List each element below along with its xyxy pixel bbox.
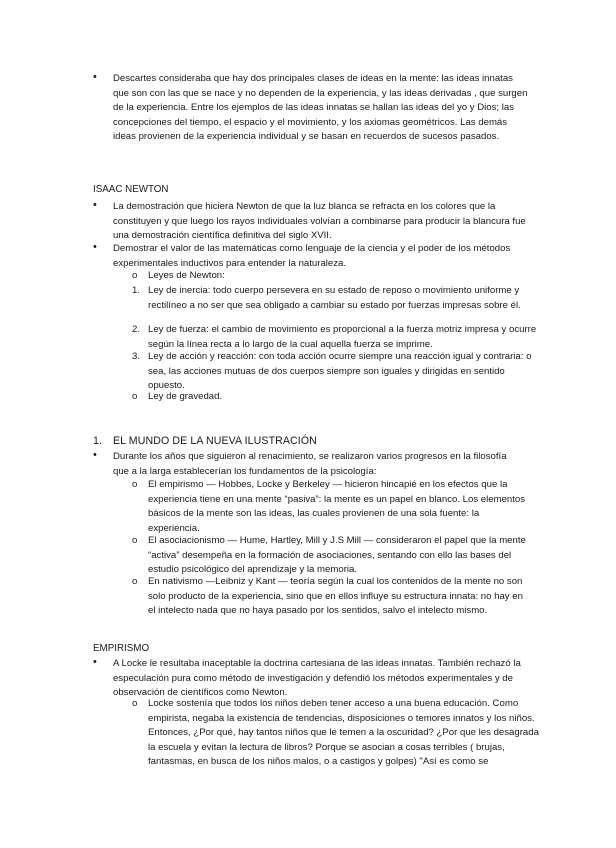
newton-law-3: Ley de acción y reacción: con toda acción ocurre siempre una reacción igual y contraria: o sea, las acciones mutuas de dos cuerpos siempre son iguales y dirigidas en sentido opuesto. xyxy=(148,351,532,392)
newton-heading: ISAAC NEWTON xyxy=(93,184,169,195)
bullet-icon: • xyxy=(93,241,97,253)
list-number: 3. xyxy=(132,351,141,362)
bullet-icon: • xyxy=(93,656,97,668)
sub-bullet-icon: o xyxy=(132,479,138,490)
ilustracion-bullet-1: Durante los años que siguieron al renacimiento, se realizaron varios progresos en la filosofía que a la larga establecerían los fundamentos de la psicología: xyxy=(113,451,507,477)
empirismo-bullet-1: A Locke le resultaba inaceptable la doctrina cartesiana de las ideas innatas. También rechazó la especulación pura como método de investigación y defendió los métodos experimentales y de observación de científicos como Newton. xyxy=(113,658,521,699)
sub-bullet-icon: o xyxy=(132,698,138,709)
asociacionismo-item: El asociacionismo — Hume, Hartley, Mill y J.S Mill — consideraron el papel que la mente “activa” desempeña en la formación de asociaciones, sentando con ello las bases del estudio psicológico del aprendizaje y la memoria. xyxy=(148,535,526,576)
newton-bullet-2: Demostrar el valor de las matemáticas como lenguaje de la ciencia y el poder de los métodos experimentales inductivos para entender la naturaleza. xyxy=(113,243,511,269)
section-number: 1. xyxy=(93,435,103,447)
sub-bullet-icon: o xyxy=(132,391,138,402)
bullet-icon: • xyxy=(93,199,97,211)
empirismo-item: El empirismo — Hobbes, Locke y Berkeley — hicieron hincapié en los efectos que la experiencia tiene en una mente “pasiva”: la mente es un papel en blanco. Los elementos básicos de la mente son las ideas, las cuales provienen de una sola fuente: la experiencia. xyxy=(148,479,526,534)
bullet-icon: • xyxy=(93,71,97,83)
newton-law-2: Ley de fuerza: el cambio de movimiento es proporcional a la fuerza motriz impresa y ocurre según la línea recta a lo largo de la cual aquella fuerza se imprime. xyxy=(148,324,537,350)
sub-bullet-icon: o xyxy=(132,576,138,587)
nativismo-item: En nativismo —Leibniz y Kant — teoría según la cual los contenidos de la mente no son solo producto de la experiencia, sino que en ellos influye su estructura innata: no hay en el intelecto nada que no haya pasado por los sentidos, salvo el intelecto mismo. xyxy=(148,576,523,617)
sub-bullet-icon: o xyxy=(132,535,138,546)
sub-bullet-icon: o xyxy=(132,270,138,281)
empirismo-heading: EMPIRISMO xyxy=(93,643,150,654)
descartes-paragraph: Descartes consideraba que hay dos principales clases de ideas en la mente: las ideas innatas que son con las que se nace y no dependen de la experiencia, y las ideas derivadas , que surgen de la experiencia. Entre los ejemplos de las ideas innatas se hallan las ideas del yo y Dios; las concepciones del tiempo, el espacio y el movimiento, y los axiomas geométricos. Las demás ideas provienen de la experiencia individual y se basan en recuerdos de sucesos pasados. xyxy=(113,73,528,143)
ilustracion-heading: EL MUNDO DE LA NUEVA ILUSTRACIÓN xyxy=(113,435,317,447)
empirismo-sub-1: Locke sostenía que todos los niños deben tener acceso a una buena educación. Como empirista, negaba la existencia de tendencias, disposiciones o temores innatos y los niños. Entonces, ¿Por qué, hay tantos niños que le temen a la oscuridad? ¿Por que les desagrada la escuela y evitan la lectura de libros? Porque se asocian a cosas terribles ( brujas, fantasmas, en busca de los niños malos, o a castigos y golpes) "Así es como se xyxy=(148,698,539,768)
newton-gravity: Ley de gravedad. xyxy=(148,391,223,402)
list-number: 2. xyxy=(132,324,141,335)
bullet-icon: • xyxy=(93,449,97,461)
list-number: 1. xyxy=(132,285,141,296)
newton-bullet-1: La demostración que hiciera Newton de que la luz blanca se refracta en los colores que la constituyen y que luego los rayos individuales volvían a combinarse para producir la blancura fue una demostración científica definitiva del siglo XVII. xyxy=(113,201,526,242)
newton-law-1: Ley de inercia: todo cuerpo persevera en su estado de reposo o movimiento uniforme y rectilíneo a no ser que sea obligado a cambiar su estado por fuerzas impresas sobre él. xyxy=(148,285,521,311)
newton-laws-title: Leyes de Newton: xyxy=(148,270,225,281)
